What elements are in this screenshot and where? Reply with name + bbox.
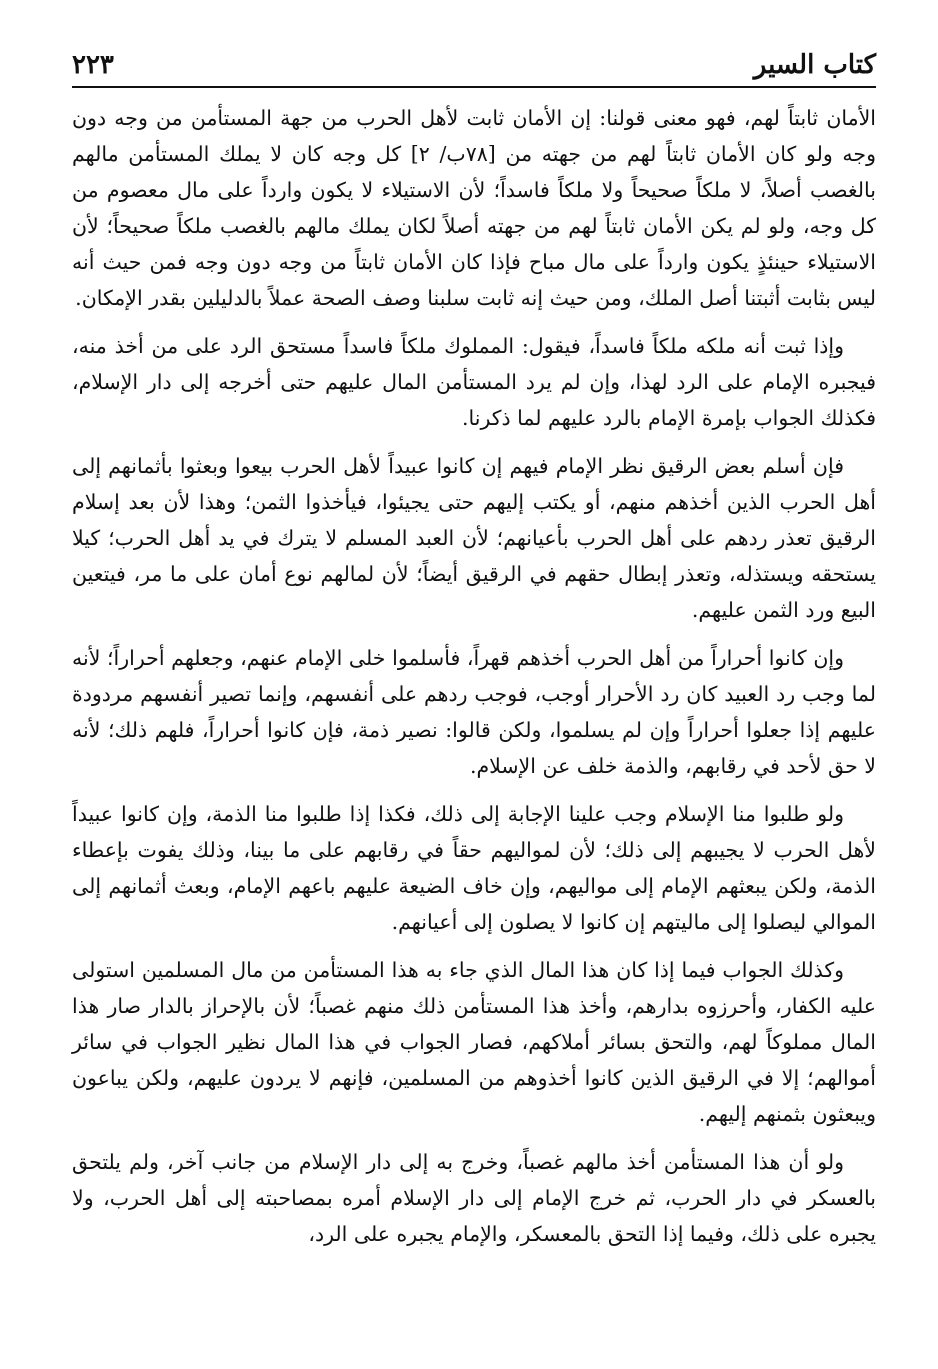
paragraph-1: الأمان ثابتاً لهم، فهو معنى قولنا: إن الأمان ثابت لأهل الحرب من جهة المستأمن من وجه دون وجه ولو كان الأمان ثابتاً لهم من جهته من [٧٨ب/ ٢] كل وجه كان لا يملك المستأمن مالهم بالغصب أصلاً، لا ملكاً صحيحاً ولا ملكاً فاسداً؛ لأن الاستيلاء لا يكون وارداً على مال معصوم من كل وجه، ولو لم يكن الأمان ثابتاً لهم من جهته أصلاً لكان يملك مالهم بالغصب ملكاً صحيحاً؛ لأن الاستيلاء حينئذٍ يكون وارداً على مال مباح فإذا كان الأمان ثابتاً من وجه دون وجه فمن حيث أنه ليس بثابت أثبتنا أصل الملك، ومن حيث إنه ثابت سلبنا وصف الصحة عملاً بالدليلين بقدر الإمكان. — [72, 106, 876, 310]
page-number: ٢٢٣ — [72, 50, 114, 80]
paragraph-5: ولو طلبوا منا الإسلام وجب علينا الإجابة إلى ذلك، فكذا إذا طلبوا منا الذمة، وإن كانوا عبيداً لأهل الحرب لا يجيبهم إلى ذلك؛ لأن لمواليهم حقاً في رقابهم على ما بينا، وذلك يفوت بإعطاء الذمة، ولكن يبعثهم الإمام إلى مواليهم، وإن خاف الضيعة عليهم باعهم الإمام، وبعث أثمانهم إلى الموالي ليصلوا إلى ماليتهم إن كانوا لا يصلون إلى أعيانهم. — [72, 802, 876, 934]
running-title: كتاب السير — [753, 50, 876, 80]
paragraph-3: فإن أسلم بعض الرقيق نظر الإمام فيهم إن كانوا عبيداً لأهل الحرب بيعوا وبعثوا بأثمانهم إلى أهل الحرب الذين أخذهم منهم، أو يكتب إليهم حتى يجيئوا، فيأخذوا الثمن؛ وهذا لأن بعد إسلام الرقيق تعذر ردهم على أهل الحرب بأعيانهم؛ لأن العبد المسلم لا يترك في يد أهل الحرب؛ كيلا يستحقه ويستذله، وتعذر إبطال حقهم في الرقيق أيضاً؛ لأن لمالهم نوع أمان على ما مر، فيتعين البيع ورد الثمن عليهم. — [72, 454, 876, 622]
page-header — [72, 30, 876, 78]
paragraph-4: وإن كانوا أحراراً من أهل الحرب أخذهم قهراً، فأسلموا خلى الإمام عنهم، وجعلهم أحراراً؛ لأنه لما وجب رد العبيد كان رد الأحرار أوجب، فوجب ردهم على أنفسهم، وإنما تصير أنفسهم مردودة عليهم إذا جعلوا أحراراً وإن لم يسلموا، ولكن قالوا: نصير ذمة، فإن كانوا أحراراً، فلهم ذلك؛ لأنه لا حق لأحد في رقابهم، والذمة خلف عن الإسلام. — [72, 646, 876, 778]
paragraph-2: وإذا ثبت أنه ملكه ملكاً فاسداً، فيقول: المملوك ملكاً فاسداً مستحق الرد على من أخذ منه، فيجبره الإمام على الرد لهذا، وإن لم يرد المستأمن المال عليهم حتى أخرجه إلى دار الإسلام، فكذلك الجواب بإمرة الإمام بالرد عليهم لما ذكرنا. — [72, 334, 876, 430]
body-text — [72, 100, 876, 1252]
paragraph-6: وكذلك الجواب فيما إذا كان هذا المال الذي جاء به هذا المستأمن من مال المسلمين استولى عليه الكفار، وأحرزوه بدارهم، وأخذ هذا المستأمن ذلك منهم غصباً؛ لأن بالإحراز بالدار صار هذا المال مملوكاً لهم، والتحق بسائر أملاكهم، فصار الجواب في هذا المال نظير الجواب في سائر أموالهم؛ إلا في الرقيق الذين كانوا أخذوهم من المسلمين، فإنهم لا يردون عليهم، ولكن يباعون ويبعثون بثمنهم إليهم. — [72, 958, 876, 1126]
header-rule — [72, 86, 876, 88]
paragraph-7: ولو أن هذا المستأمن أخذ مالهم غصباً، وخرج به إلى دار الإسلام من جانب آخر، ولم يلتحق بالعسكر في دار الحرب، ثم خرج الإمام إلى دار الإسلام أمره بمصاحبته إلى أهل الحرب، ولا يجبره على ذلك، وفيما إذا التحق بالمعسكر، والإمام يجبره على الرد، — [72, 1150, 876, 1246]
